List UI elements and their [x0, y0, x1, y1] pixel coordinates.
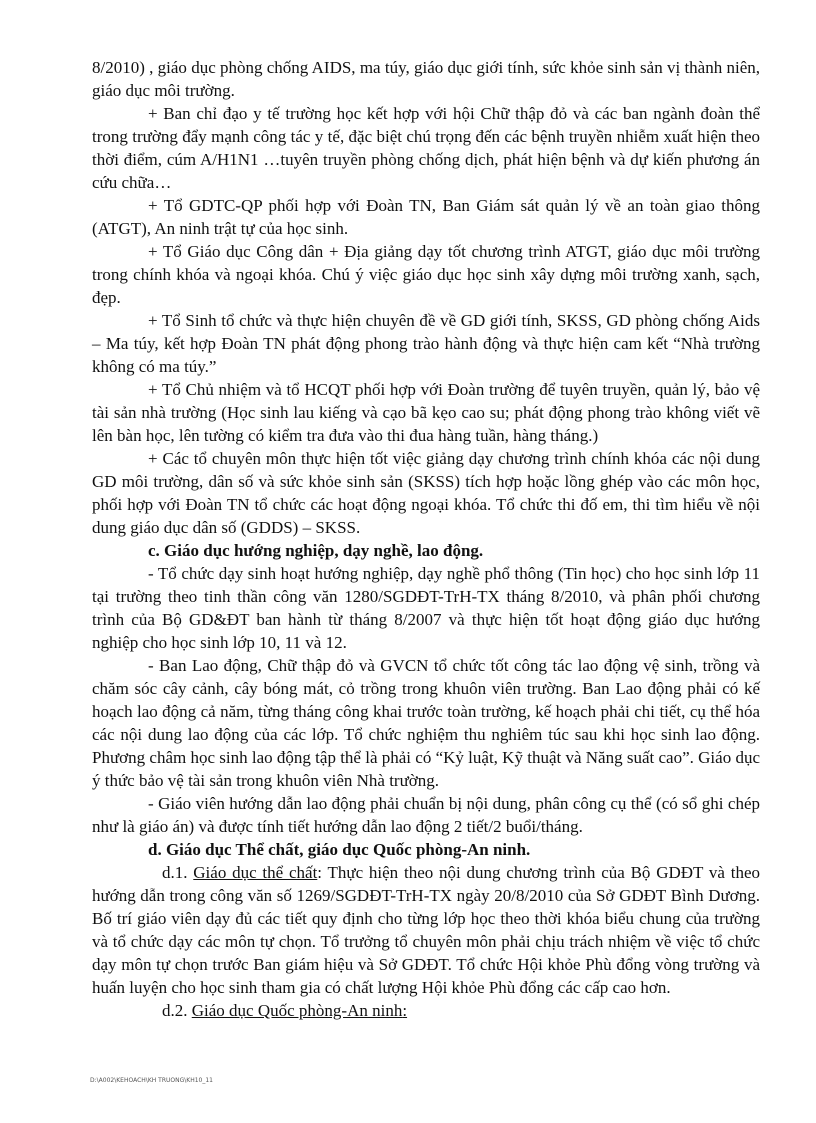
paragraph-c-1: - Tổ chức dạy sinh hoạt hướng nghiệp, dạy nghề phổ thông (Tin học) cho học sinh lớp 11 tại trường theo tinh thần công văn 1280/SGDĐT-TrH-TX tháng 8/2010, và phân phối chương trình của Bộ GD&ĐT ban hành từ tháng 8/2007 và thực hiện tốt hoạt động giáo dục hướng nghiệp cho học sinh lớp 10, 11 và 12. — [92, 564, 760, 652]
paragraph-2: + Ban chỉ đạo y tế trường học kết hợp với hội Chữ thập đỏ và các ban ngành đoàn thể trong trường đẩy mạnh công tác y tế, đặc biệt chú trọng đến các bệnh truyền nhiễm xuất hiện theo thời điểm, cúm A/H1N1 …tuyên truyền phòng chống dịch, phát hiện bệnh và dự kiến phương án cứu chữa… — [92, 104, 760, 192]
d1-label: d.1. — [162, 863, 188, 882]
paragraph-d1 — [92, 861, 760, 999]
d2-label: d.2. — [162, 1001, 188, 1020]
section-heading-d — [92, 838, 760, 861]
section-heading-c-tail: . — [478, 541, 484, 560]
paragraph-c-2: - Ban Lao động, Chữ thập đỏ và GVCN tổ chức tốt công tác lao động vệ sinh, trồng và chăm sóc cây cảnh, cây bóng mát, cỏ trồng trong khuôn viên trường. Ban Lao động phải có kế hoạch lao động cả năm, từng tháng công khai trước toàn trường, kế hoạch phải chi tiết, cụ thể hóa các nội dung lao động của các lớp. Tổ chức nghiệm thu nghiêm túc sau khi học sinh lao động. Phương châm học sinh lao động tập thể là phải có “Kỷ luật, Kỹ thuật và Năng suất cao”. Giáo dục ý thức bảo vệ tài sản trong khuôn viên Nhà trường. — [92, 656, 760, 790]
section-heading-c-text: c. Giáo dục hướng nghiệp, dạy nghề, lao động — [148, 541, 479, 560]
section-heading-c — [92, 539, 760, 562]
paragraph-6: + Tổ Chủ nhiệm và tổ HCQT phối hợp với Đoàn trường để tuyên truyền, quản lý, bảo vệ tài sản nhà trường (Học sinh lau kiếng và cạo bã kẹo cao su; phát động phong trào không viết vẽ lên bàn học, lên tường có kiểm tra đưa vào thi đua hàng tuần, hàng tháng.) — [92, 380, 760, 445]
document-body — [92, 56, 760, 1022]
footer-file-path: D:\A002\KEHOACH\KH TRUONG\KH10_11 — [90, 1077, 213, 1084]
paragraph-1: 8/2010) , giáo dục phòng chống AIDS, ma túy, giáo dục giới tính, sức khỏe sinh sản vị thành niên, giáo dục môi trường. — [92, 58, 760, 100]
d1-text: : Thực hiện theo nội dung chương trình của Bộ GDĐT và theo hướng dẫn trong công văn số 1269/SGDĐT-TrH-TX ngày 20/8/2010 của Sở GDĐT Bình Dương. Bố trí giáo viên dạy đủ các tiết quy định cho từng lớp học theo thời khóa biểu chung của trường và tổ chức dạy các môn tự chọn. Tổ trưởng tổ chuyên môn phải chịu trách nhiệm về việc tổ chức dạy môn tự chọn trước Ban giám hiệu và Sở GDĐT. Tổ chức Hội khỏe Phù đổng vòng trường và huấn luyện cho học sinh tham gia có chất lượng Hội khỏe Phù đổng các cấp cao hơn. — [92, 863, 760, 997]
paragraph-c-3: - Giáo viên hướng dẫn lao động phải chuẩn bị nội dung, phân công cụ thể (có sổ ghi chép như là giáo án) và được tính tiết hướng dẫn lao động 2 tiết/2 buổi/tháng. — [92, 794, 760, 836]
section-heading-d-text: d. Giáo dục Thể chất, giáo dục Quốc phòng-An ninh — [148, 840, 527, 859]
d2-tail: : — [402, 1001, 408, 1020]
section-heading-d-tail: . — [526, 840, 531, 859]
paragraph-5: + Tổ Sinh tổ chức và thực hiện chuyên đề về GD giới tính, SKSS, GD phòng chống Aids – Ma túy, kết hợp Đoàn TN phát động phong trào hành động và thực hiện cam kết “Nhà trường không có ma túy.” — [92, 311, 760, 376]
paragraph-4: + Tổ Giáo dục Công dân + Địa giảng dạy tốt chương trình ATGT, giáo dục môi trường trong chính khóa và ngoại khóa. Chú ý việc giáo dục học sinh xây dựng môi trường xanh, sạch, đẹp. — [92, 242, 760, 307]
paragraph-3: + Tổ GDTC-QP phối hợp với Đoàn TN, Ban Giám sát quản lý về an toàn giao thông (ATGT), An ninh trật tự của học sinh. — [92, 196, 760, 238]
paragraph-7: + Các tổ chuyên môn thực hiện tốt việc giảng dạy chương trình chính khóa các nội dung GD môi trường, dân số và sức khỏe sinh sản (SKSS) tích hợp hoặc lồng ghép vào các môn học, phối hợp với Đoàn TN tổ chức các hoạt động ngoại khóa. Tổ chức thi đố em, thi tìm hiểu về nội dung giáo dục dân số (GDDS) – SKSS. — [92, 449, 760, 537]
d2-title: Giáo dục Quốc phòng-An ninh — [191, 1001, 403, 1020]
d1-title: Giáo dục thể chất — [193, 863, 318, 882]
paragraph-d2 — [92, 999, 760, 1022]
